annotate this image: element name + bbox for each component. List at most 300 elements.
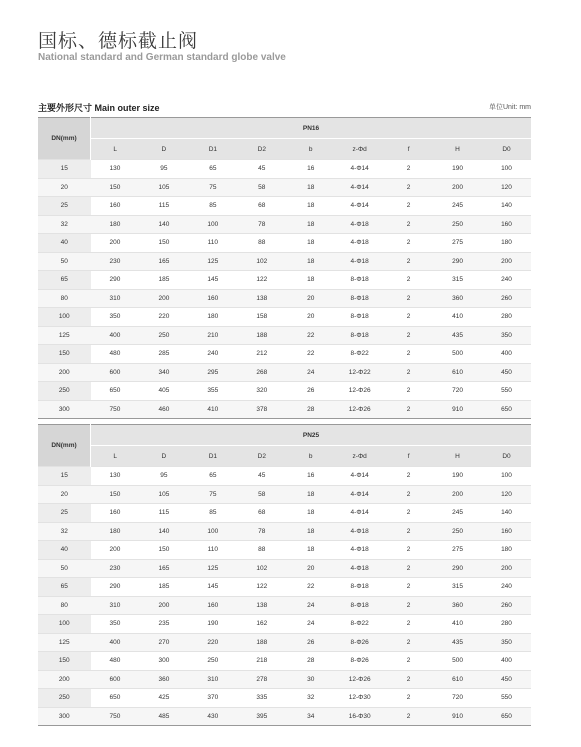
dn-cell: 125 [38,633,91,652]
table-cell: 290 [433,252,482,271]
table-cell: 400 [91,326,140,345]
table-cell: 26 [286,382,335,401]
table-cell: 260 [482,596,531,615]
table-cell: 485 [139,707,188,726]
table-cell: 910 [433,400,482,419]
table-cell: 158 [237,308,286,327]
table-cell: 85 [188,197,237,216]
table-cell: 105 [139,178,188,197]
table-cell: 120 [482,485,531,504]
table-cell: 18 [286,234,335,253]
table-cell: 350 [91,615,140,634]
dn-cell: 65 [38,271,91,290]
table-cell: 22 [286,578,335,597]
table-cell: 8-Φ22 [335,345,384,364]
table-cell: 28 [286,652,335,671]
table-cell: 4-Φ18 [335,541,384,560]
table-cell: 8-Φ26 [335,652,384,671]
table-cell: 250 [139,326,188,345]
table-cell: 280 [482,308,531,327]
table-cell: 8-Φ18 [335,578,384,597]
table-cell: 410 [433,615,482,634]
table-cell: 610 [433,670,482,689]
table-cell: 138 [237,596,286,615]
table-cell: 28 [286,400,335,419]
table-cell: 162 [237,615,286,634]
table-cell: 400 [482,345,531,364]
table-cell: 160 [188,289,237,308]
table-cell: 138 [237,289,286,308]
table-cell: 500 [433,652,482,671]
table-row [38,467,531,486]
table-cell: 22 [286,345,335,364]
table-row [38,541,531,560]
table-cell: 140 [482,504,531,523]
table-cell: 285 [139,345,188,364]
table-cell: 160 [482,215,531,234]
table-cell: 188 [237,326,286,345]
table-cell: 150 [139,541,188,560]
table-cell: 550 [482,689,531,708]
section-title: 主要外形尺寸 Main outer size [38,103,160,113]
unit-label: 单位Unit: mm [489,104,531,111]
table-cell: 250 [433,215,482,234]
table-cell: 85 [188,504,237,523]
dn-cell: 125 [38,326,91,345]
table-cell: 425 [139,689,188,708]
table-cell: 18 [286,252,335,271]
table-cell: 250 [188,652,237,671]
table-body [38,160,531,419]
table-cell: 2 [384,633,433,652]
table-cell: 4-Φ14 [335,197,384,216]
table-cell: 200 [91,234,140,253]
table-row [38,670,531,689]
table-cell: 12-Φ22 [335,363,384,382]
table-cell: 95 [139,160,188,179]
dn-cell: 100 [38,308,91,327]
dn-cell: 32 [38,215,91,234]
col-header: b [286,446,335,467]
table-row [38,559,531,578]
table-cell: 278 [237,670,286,689]
table-cell: 240 [482,578,531,597]
table-cell: 750 [91,707,140,726]
dn-cell: 25 [38,197,91,216]
table-cell: 16-Φ30 [335,707,384,726]
table-cell: 18 [286,485,335,504]
table-cell: 4-Φ14 [335,504,384,523]
table-cell: 410 [433,308,482,327]
table-cell: 200 [139,289,188,308]
table-cell: 600 [91,670,140,689]
table-cell: 2 [384,559,433,578]
table-cell: 235 [139,615,188,634]
dn-cell: 300 [38,400,91,419]
table-cell: 130 [91,160,140,179]
table-cell: 4-Φ18 [335,234,384,253]
table-cell: 18 [286,215,335,234]
table-cell: 125 [188,559,237,578]
table-cell: 88 [237,234,286,253]
table-cell: 335 [237,689,286,708]
table-cell: 12-Φ26 [335,670,384,689]
table-cell: 240 [482,271,531,290]
table-cell: 18 [286,197,335,216]
table-row [38,289,531,308]
dn-cell: 40 [38,541,91,560]
table-cell: 320 [237,382,286,401]
col-header: f [384,446,433,467]
dn-cell: 50 [38,559,91,578]
table-cell: 218 [237,652,286,671]
table-cell: 350 [482,633,531,652]
table-cell: 310 [91,596,140,615]
dn-cell: 200 [38,363,91,382]
table-cell: 180 [482,541,531,560]
table-cell: 2 [384,215,433,234]
dn-header: DN(mm) [38,425,91,467]
table-cell: 58 [237,178,286,197]
table-cell: 650 [91,382,140,401]
table-row [38,504,531,523]
pn-header: PN16 [91,118,532,139]
table-cell: 720 [433,689,482,708]
col-header: f [384,139,433,160]
table-cell: 102 [237,559,286,578]
table-cell: 165 [139,559,188,578]
table-cell: 405 [139,382,188,401]
dn-cell: 15 [38,160,91,179]
table-cell: 268 [237,363,286,382]
table-cell: 4-Φ14 [335,160,384,179]
table-cell: 78 [237,522,286,541]
col-header: D2 [237,446,286,467]
table-cell: 100 [188,522,237,541]
table-cell: 26 [286,633,335,652]
table-cell: 275 [433,541,482,560]
dn-cell: 20 [38,178,91,197]
table-cell: 22 [286,326,335,345]
table-cell: 230 [91,559,140,578]
table-cell: 88 [237,541,286,560]
table-row [38,578,531,597]
table-cell: 230 [91,252,140,271]
table-cell: 130 [91,467,140,486]
table-cell: 212 [237,345,286,364]
table-cell: 2 [384,271,433,290]
table-cell: 140 [139,215,188,234]
table-cell: 200 [91,541,140,560]
table-row [38,485,531,504]
table-cell: 125 [188,252,237,271]
table-cell: 190 [433,467,482,486]
table-cell: 115 [139,197,188,216]
table-cell: 240 [188,345,237,364]
table-cell: 2 [384,400,433,419]
table-cell: 2 [384,252,433,271]
page-title: 国标、德标截止阀 [38,30,199,52]
table-cell: 8-Φ26 [335,633,384,652]
table-cell: 68 [237,504,286,523]
table-row [38,522,531,541]
table-cell: 78 [237,215,286,234]
table-cell: 2 [384,707,433,726]
dn-cell: 80 [38,289,91,308]
table-cell: 100 [188,215,237,234]
table-cell: 290 [91,271,140,290]
table-cell: 200 [482,559,531,578]
table-cell: 30 [286,670,335,689]
table-cell: 200 [433,485,482,504]
table-row [38,689,531,708]
table-cell: 65 [188,160,237,179]
table-cell: 2 [384,467,433,486]
table-row [38,633,531,652]
table-cell: 190 [433,160,482,179]
dn-cell: 15 [38,467,91,486]
table-cell: 190 [188,615,237,634]
table-cell: 100 [482,467,531,486]
table-cell: 350 [482,326,531,345]
table-cell: 220 [188,633,237,652]
table-cell: 4-Φ14 [335,178,384,197]
table-cell: 650 [482,707,531,726]
table-row [38,197,531,216]
table-cell: 2 [384,308,433,327]
table-cell: 280 [482,615,531,634]
table-cell: 310 [188,670,237,689]
table-cell: 188 [237,633,286,652]
table-cell: 2 [384,289,433,308]
page-subtitle: National standard and German standard globe valve [38,52,286,63]
table-cell: 400 [482,652,531,671]
dn-cell: 150 [38,652,91,671]
table-cell: 290 [433,559,482,578]
table-cell: 120 [482,178,531,197]
table-cell: 210 [188,326,237,345]
table-cell: 4-Φ18 [335,559,384,578]
table-cell: 750 [91,400,140,419]
table-cell: 68 [237,197,286,216]
table-cell: 18 [286,178,335,197]
table-cell: 245 [433,197,482,216]
table-cell: 500 [433,345,482,364]
table-row [38,652,531,671]
col-header: D1 [188,446,237,467]
table-row [38,707,531,726]
table-cell: 360 [433,289,482,308]
table-cell: 34 [286,707,335,726]
dn-cell: 250 [38,689,91,708]
table-cell: 150 [91,178,140,197]
table-cell: 480 [91,345,140,364]
table-cell: 160 [482,522,531,541]
table-cell: 600 [91,363,140,382]
table-cell: 20 [286,289,335,308]
col-header: z-Φd [335,139,384,160]
table-row [38,160,531,179]
table-cell: 8-Φ18 [335,596,384,615]
col-header: D [139,446,188,467]
table-cell: 275 [433,234,482,253]
table-cell: 140 [139,522,188,541]
table-cell: 200 [139,596,188,615]
table-cell: 480 [91,652,140,671]
table-cell: 160 [91,504,140,523]
pn-header: PN25 [91,425,532,446]
table-cell: 650 [91,689,140,708]
table-cell: 45 [237,467,286,486]
table-cell: 2 [384,345,433,364]
table-cell: 2 [384,363,433,382]
table-row [38,308,531,327]
table-cell: 180 [91,522,140,541]
table-cell: 110 [188,541,237,560]
dn-cell: 200 [38,670,91,689]
dn-cell: 80 [38,596,91,615]
table-row [38,271,531,290]
table-cell: 100 [482,160,531,179]
table-cell: 290 [91,578,140,597]
table-cell: 16 [286,467,335,486]
table-cell: 650 [482,400,531,419]
table-cell: 340 [139,363,188,382]
table-cell: 16 [286,160,335,179]
table-cell: 122 [237,271,286,290]
table-cell: 270 [139,633,188,652]
table-cell: 32 [286,689,335,708]
table-cell: 24 [286,363,335,382]
dn-cell: 65 [38,578,91,597]
table-cell: 45 [237,160,286,179]
table-row [38,596,531,615]
table-cell: 185 [139,578,188,597]
table-cell: 2 [384,234,433,253]
table-cell: 260 [482,289,531,308]
table-cell: 122 [237,578,286,597]
table-cell: 610 [433,363,482,382]
table-row [38,345,531,364]
table-cell: 185 [139,271,188,290]
table-cell: 18 [286,271,335,290]
table-cell: 2 [384,178,433,197]
table-cell: 2 [384,652,433,671]
table-cell: 75 [188,485,237,504]
table-cell: 315 [433,578,482,597]
col-header: L [91,139,140,160]
table-row [38,326,531,345]
col-header: H [433,446,482,467]
table-cell: 355 [188,382,237,401]
table-cell: 20 [286,308,335,327]
table-cell: 20 [286,559,335,578]
table-cell: 410 [188,400,237,419]
col-header: D [139,139,188,160]
table-cell: 315 [433,271,482,290]
table-cell: 65 [188,467,237,486]
table-cell: 180 [91,215,140,234]
table-cell: 350 [91,308,140,327]
table-cell: 2 [384,596,433,615]
table-row [38,178,531,197]
table-cell: 160 [91,197,140,216]
dn-cell: 150 [38,345,91,364]
table-cell: 102 [237,252,286,271]
dn-cell: 50 [38,252,91,271]
table-cell: 435 [433,326,482,345]
table-cell: 2 [384,197,433,216]
table-cell: 160 [188,596,237,615]
table-cell: 4-Φ18 [335,252,384,271]
table-row [38,615,531,634]
dn-cell: 32 [38,522,91,541]
table-cell: 430 [188,707,237,726]
table-cell: 310 [91,289,140,308]
table-cell: 910 [433,707,482,726]
table-cell: 2 [384,326,433,345]
table-cell: 2 [384,504,433,523]
table-cell: 12-Φ26 [335,382,384,401]
table-cell: 18 [286,541,335,560]
table-cell: 720 [433,382,482,401]
col-header: D0 [482,139,531,160]
table-cell: 295 [188,363,237,382]
table-cell: 400 [91,633,140,652]
table-cell: 460 [139,400,188,419]
table-cell: 145 [188,578,237,597]
table-cell: 2 [384,615,433,634]
dimension-table-pn25 [38,424,531,726]
table-cell: 12-Φ30 [335,689,384,708]
table-cell: 2 [384,578,433,597]
table-row [38,234,531,253]
table-cell: 18 [286,504,335,523]
dimension-table-pn16 [38,117,531,419]
table-cell: 550 [482,382,531,401]
table-cell: 24 [286,596,335,615]
table-cell: 24 [286,615,335,634]
dn-cell: 40 [38,234,91,253]
dn-cell: 300 [38,707,91,726]
table-row [38,382,531,401]
table-cell: 8-Φ18 [335,308,384,327]
table-cell: 8-Φ18 [335,271,384,290]
table-cell: 4-Φ14 [335,467,384,486]
table-cell: 2 [384,522,433,541]
col-header: z-Φd [335,446,384,467]
table-cell: 150 [91,485,140,504]
table-cell: 300 [139,652,188,671]
col-header: L [91,446,140,467]
table-row [38,252,531,271]
col-header: b [286,139,335,160]
table-cell: 2 [384,160,433,179]
dn-cell: 100 [38,615,91,634]
table-cell: 4-Φ18 [335,215,384,234]
table-cell: 8-Φ18 [335,289,384,308]
table-cell: 2 [384,670,433,689]
table-cell: 105 [139,485,188,504]
table-cell: 2 [384,382,433,401]
table-cell: 110 [188,234,237,253]
dn-cell: 20 [38,485,91,504]
table-cell: 165 [139,252,188,271]
table-cell: 8-Φ18 [335,326,384,345]
col-header: D1 [188,139,237,160]
table-cell: 2 [384,485,433,504]
table-row [38,215,531,234]
